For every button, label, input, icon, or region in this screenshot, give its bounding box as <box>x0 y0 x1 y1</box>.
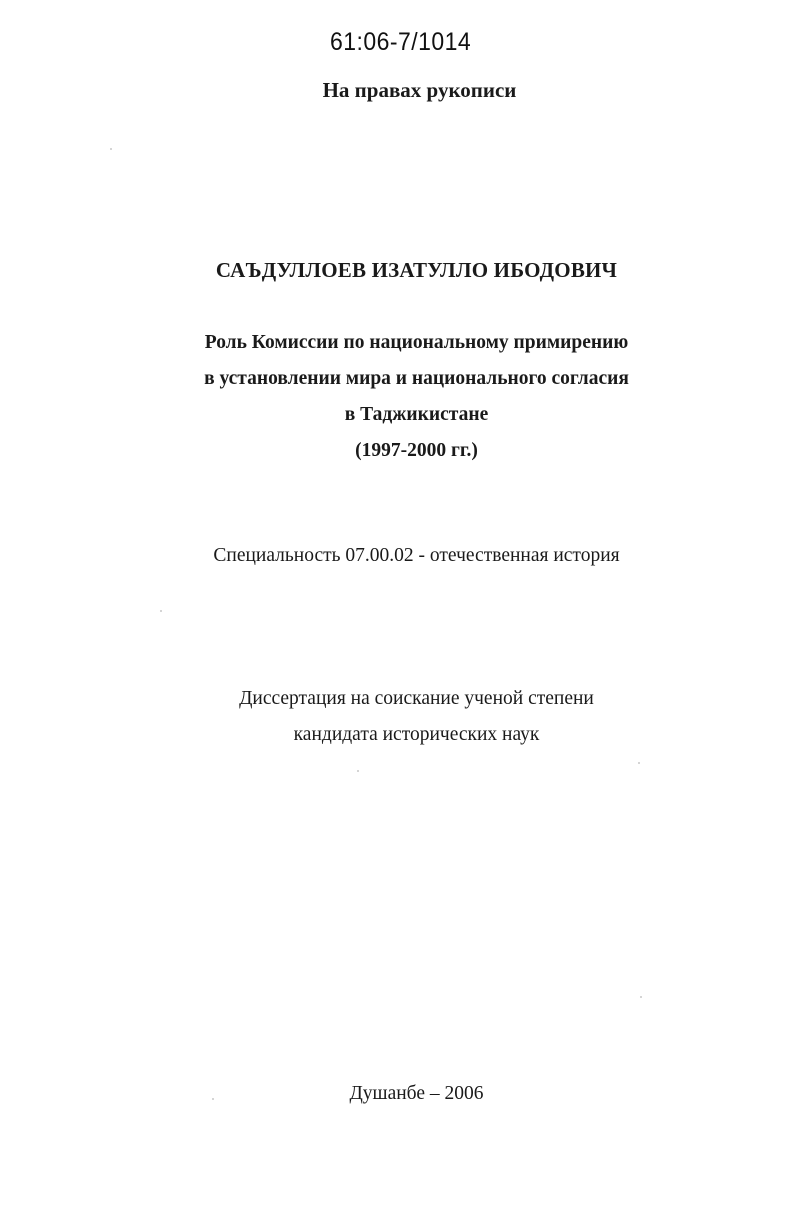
scan-speck <box>160 610 162 612</box>
specialty-line: Специальность 07.00.02 - отечественная история <box>213 545 620 566</box>
title-line: в Таджикистане <box>344 404 489 425</box>
catalog-number: 61:06-7/1014 <box>330 28 472 56</box>
rights-notice: На правах рукописи <box>322 78 517 102</box>
title-line: в установлении мира и национального согласия <box>204 368 629 389</box>
scan-speck <box>212 1098 214 1100</box>
title-line: Роль Комиссии по национальному примирению <box>204 332 629 353</box>
scan-speck <box>638 762 640 764</box>
scan-speck <box>110 148 112 150</box>
place-year: Душанбе – 2006 <box>349 1083 484 1104</box>
scan-speck <box>357 770 359 772</box>
title-years: (1997-2000 гг.) <box>355 440 478 461</box>
author-name: САЪДУЛЛОЕВ ИЗАТУЛЛО ИБОДОВИЧ <box>215 258 618 282</box>
scan-speck <box>640 996 642 998</box>
dissertation-line: Диссертация на соискание ученой степени <box>239 688 594 709</box>
dissertation-line: кандидата исторических наук <box>293 724 540 745</box>
